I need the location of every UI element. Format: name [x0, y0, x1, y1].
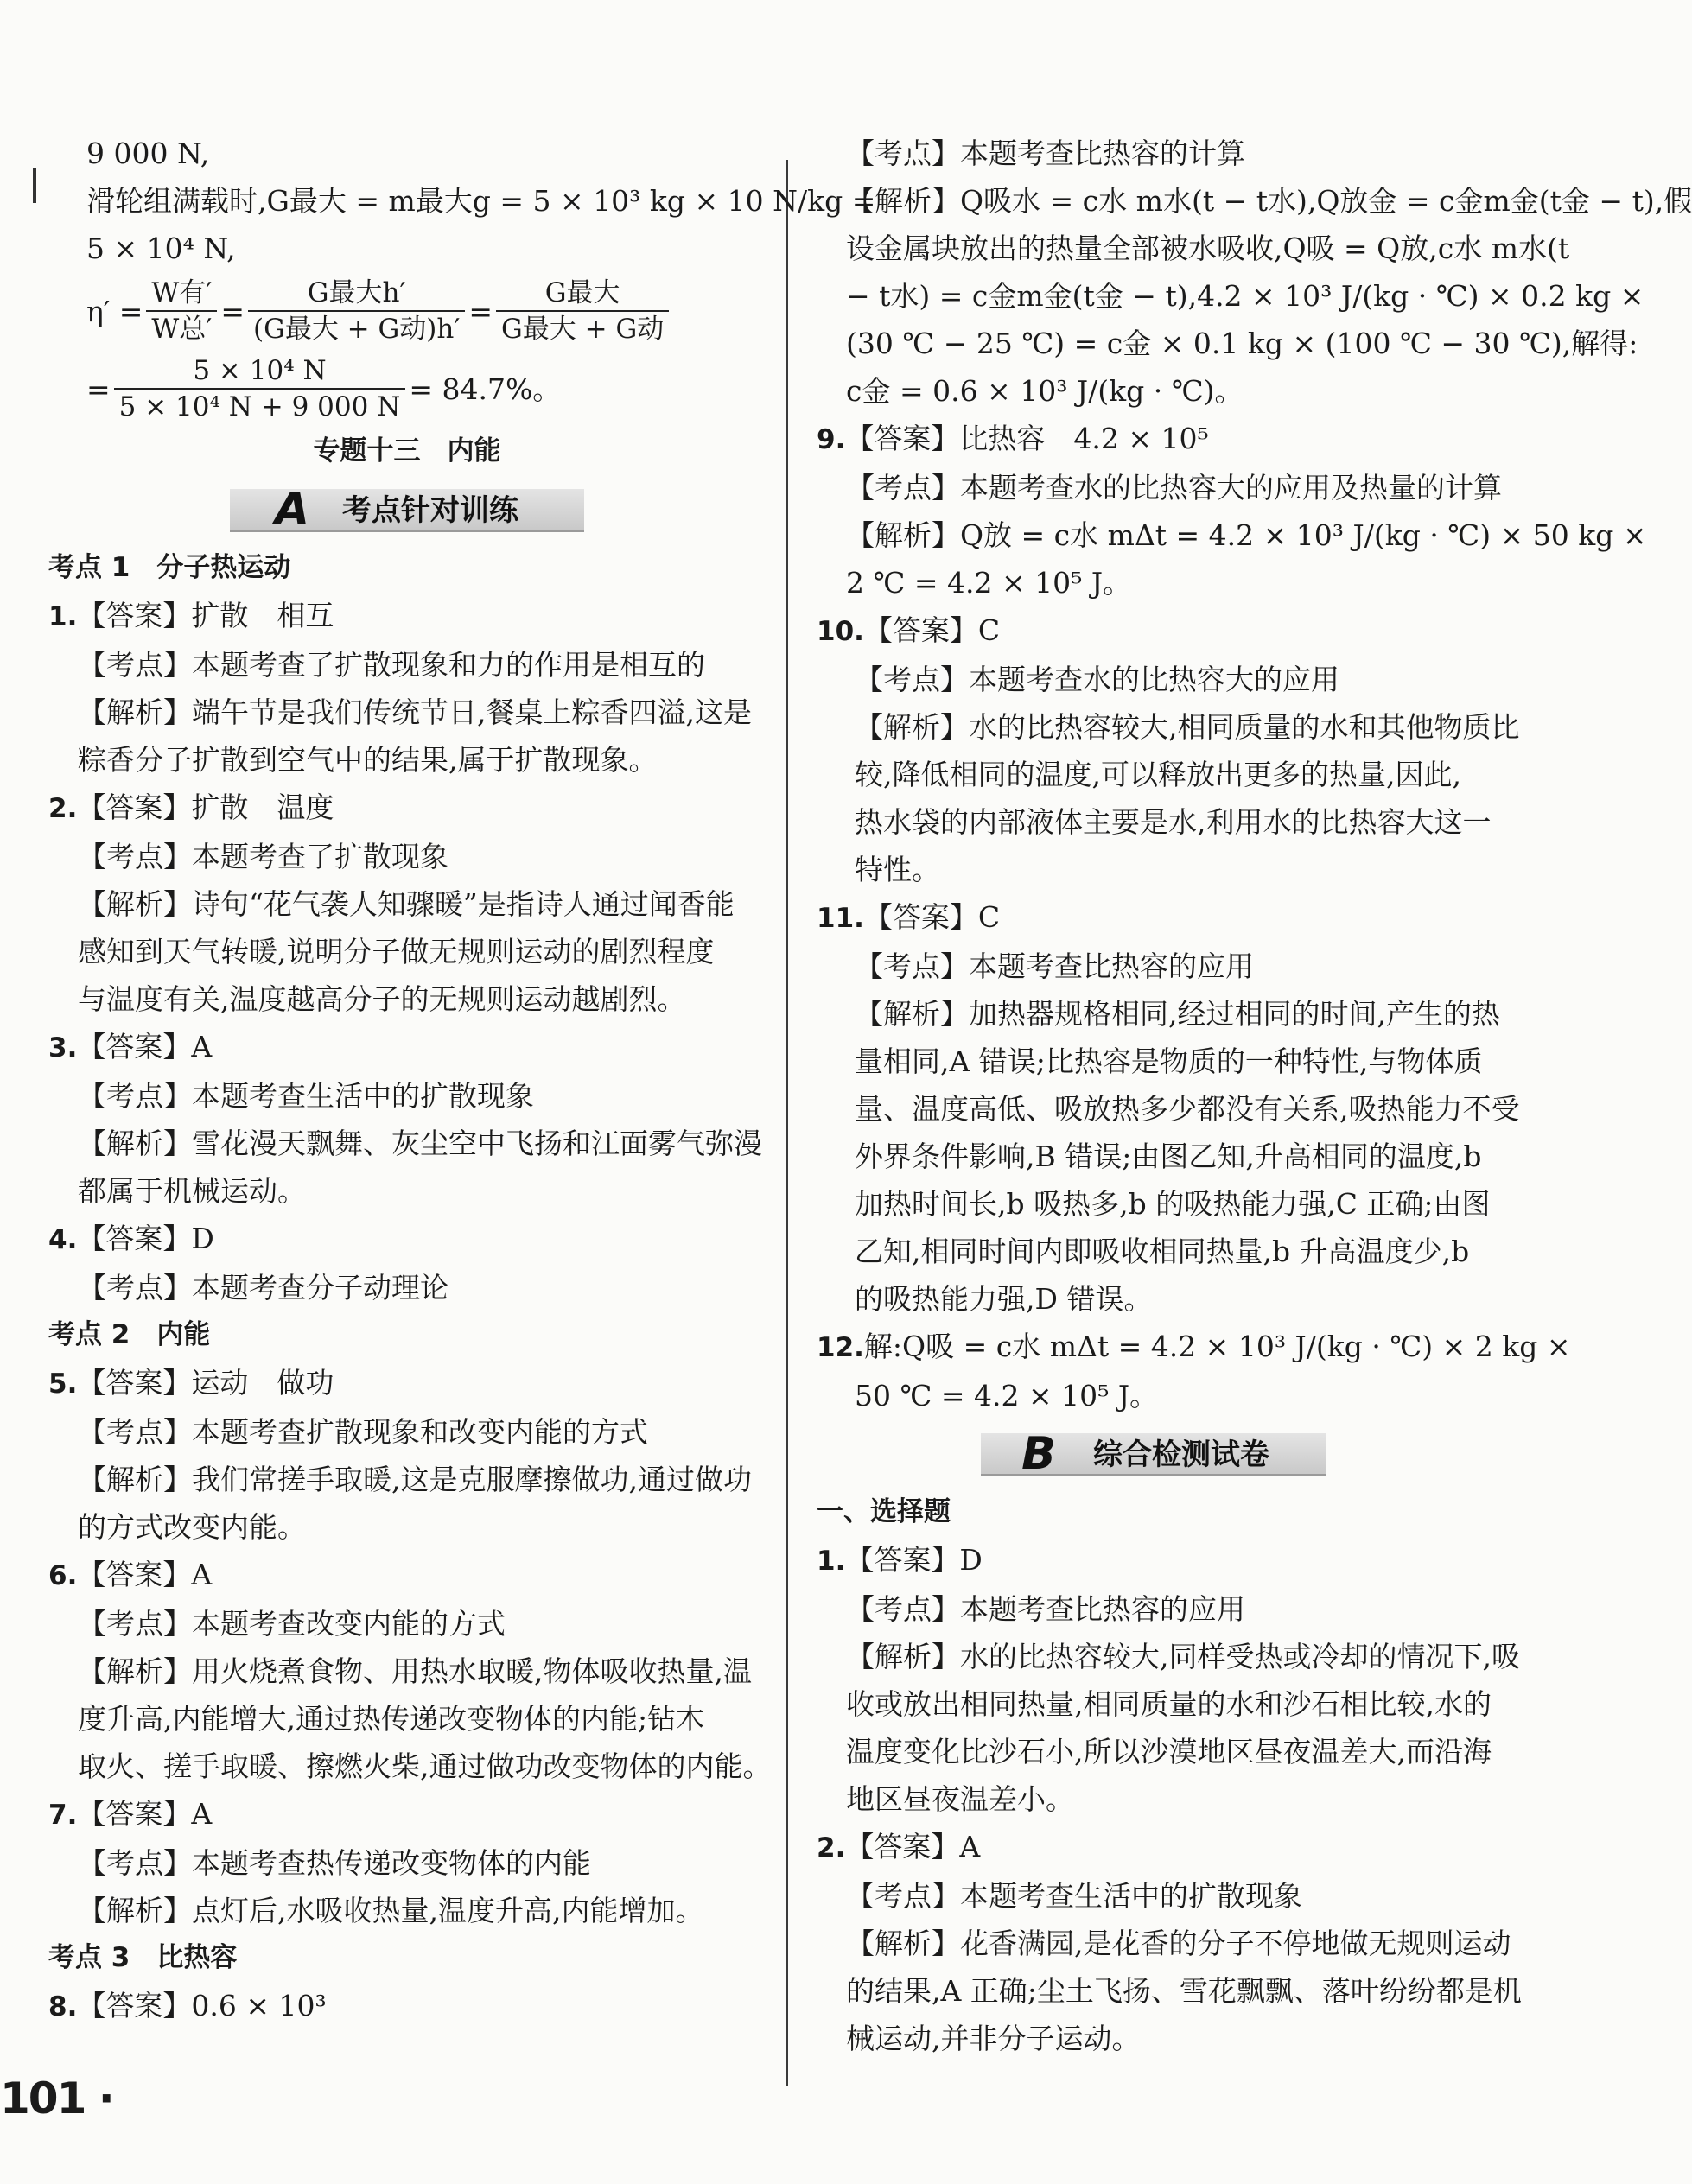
- denominator: W总′: [151, 314, 213, 345]
- text-line: 滑轮组满载时,G最大 = m最大g = 5 × 10³ kg × 10 N/kg =: [86, 184, 876, 218]
- numerator: G最大h′: [248, 276, 465, 312]
- analysis-line: (30 ℃ − 25 ℃) = c金 × 0.1 kg × (100 ℃ − 30 ℃),解得:: [846, 327, 1638, 360]
- knowledge-point: 【考点】本题考查扩散现象和改变内能的方式: [78, 1415, 648, 1449]
- analysis-line: 【解析】我们常搓手取暖,这是克服摩擦做功,通过做功: [78, 1463, 752, 1496]
- analysis-line: 与温度有关,温度越高分子的无规则运动越剧烈。: [78, 982, 686, 1016]
- answer: 【答案】D: [845, 1543, 983, 1577]
- fraction: [496, 276, 669, 346]
- analysis-line: 较,降低相同的温度,可以释放出更多的热量,因此,: [855, 758, 1461, 791]
- knowledge-point: 【考点】本题考查了扩散现象: [78, 840, 448, 873]
- knowledge-point: 【考点】本题考查水的比热容大的应用: [855, 663, 1339, 696]
- equals-sign: =: [220, 294, 245, 328]
- eq-rhs: = 84.7%。: [409, 371, 562, 406]
- answer: 【答案】A: [77, 1797, 213, 1831]
- section-heading: 一、选择题: [817, 1496, 951, 1527]
- analysis-line: 械运动,并非分子运动。: [846, 2022, 1141, 2055]
- topic-title: 专题十三 内能: [313, 435, 501, 467]
- answer: 【答案】C: [863, 900, 1001, 934]
- denominator: 5 × 10⁴ N + 9 000 N: [118, 391, 401, 422]
- solution-line: 50 ℃ = 4.2 × 10⁵ J。: [855, 1379, 1159, 1413]
- fraction: [114, 353, 406, 424]
- knowledge-point: 【考点】本题考查改变内能的方式: [78, 1607, 506, 1641]
- numerator: W有′: [146, 276, 217, 312]
- section-banner-b: [817, 1426, 1525, 1480]
- solution-line: 解:Q吸 = c水 mΔt = 4.2 × 10³ J/(kg · ℃) × 2 kg ×: [863, 1330, 1571, 1363]
- analysis-line: 都属于机械运动。: [78, 1174, 306, 1208]
- knowledge-point: 【考点】本题考查热传递改变物体的内能: [78, 1846, 591, 1880]
- analysis-line: 【解析】水的比热容较大,相同质量的水和其他物质比: [855, 710, 1520, 744]
- fraction: [248, 276, 465, 346]
- answer: 【答案】D: [77, 1222, 214, 1255]
- section-heading: 考点 1 分子热运动: [48, 552, 291, 583]
- analysis-line: 设金属块放出的热量全部被水吸收,Q吸 = Q放,c水 m水(t: [846, 232, 1570, 265]
- question-number: 1.: [817, 1546, 846, 1577]
- eq-lhs: η′ =: [86, 294, 143, 328]
- question-number: 11.: [817, 903, 864, 934]
- question-number: 3.: [48, 1032, 78, 1063]
- analysis-line: 地区昼夜温差小。: [846, 1782, 1074, 1816]
- analysis-line: − t水) = c金m金(t金 − t),4.2 × 10³ J/(kg · ℃) × 0.2 kg ×: [846, 279, 1644, 313]
- denominator: G最大 + G动: [501, 314, 665, 345]
- analysis-line: 【解析】水的比热容较大,同样受热或冷却的情况下,吸: [846, 1640, 1520, 1673]
- analysis-line: 【解析】用火烧煮食物、用热水取暖,物体吸收热量,温: [78, 1654, 752, 1688]
- analysis-line: 的吸热能力强,D 错误。: [855, 1282, 1153, 1316]
- analysis-line: 乙知,相同时间内即吸收相同热量,b 升高温度少,b: [855, 1235, 1470, 1268]
- banner-letter-icon: A: [274, 484, 310, 536]
- efficiency-equation: [48, 272, 766, 350]
- analysis-line: 外界条件影响,B 错误;由图乙知,升高相同的温度,b: [855, 1140, 1482, 1173]
- equals-sign: =: [468, 294, 493, 328]
- question-number: 1.: [48, 601, 78, 632]
- answer: 【答案】C: [863, 613, 1001, 647]
- question-number: 6.: [48, 1560, 78, 1591]
- knowledge-point: 【考点】本题考查生活中的扩散现象: [846, 1879, 1302, 1913]
- analysis-line: 的方式改变内能。: [78, 1510, 306, 1544]
- analysis-line: 的结果,A 正确;尘土飞扬、雪花飘飘、落叶纷纷都是机: [846, 1974, 1522, 2008]
- analysis-line: 特性。: [855, 853, 940, 886]
- efficiency-result: [48, 350, 766, 428]
- knowledge-point: 【考点】本题考查生活中的扩散现象: [78, 1079, 534, 1113]
- analysis-line: 收或放出相同热量,相同质量的水和沙石相比较,水的: [846, 1687, 1492, 1721]
- answer: 【答案】比热容 4.2 × 10⁵: [845, 422, 1209, 455]
- answer: 【答案】0.6 × 10³: [77, 1989, 327, 2022]
- analysis-line: 量、温度高低、吸放热多少都没有关系,吸热能力不受: [855, 1092, 1520, 1126]
- numerator: 5 × 10⁴ N: [114, 353, 406, 390]
- page-number-dot: ·: [98, 2073, 113, 2124]
- answer: 【答案】A: [77, 1558, 213, 1591]
- analysis-line: 【解析】诗句“花气袭人知骤暖”是指诗人通过闻香能: [78, 887, 735, 921]
- analysis-line: 加热时间长,b 吸热多,b 的吸热能力强,C 正确;由图: [855, 1187, 1491, 1221]
- answer: 【答案】扩散 温度: [77, 790, 334, 824]
- question-number: 4.: [48, 1224, 78, 1255]
- margin-mark: [33, 168, 36, 203]
- question-number: 5.: [48, 1368, 78, 1400]
- analysis-line: 温度变化比沙石小,所以沙漠地区昼夜温差大,而沿海: [846, 1735, 1492, 1768]
- question-number: 10.: [817, 616, 864, 647]
- analysis-line: c金 = 0.6 × 10³ J/(kg · ℃)。: [846, 374, 1244, 408]
- analysis-line: 【解析】花香满园,是花香的分子不停地做无规则运动: [846, 1927, 1511, 1960]
- question-number: 2.: [817, 1832, 846, 1863]
- section-heading: 考点 3 比热容: [48, 1942, 238, 1973]
- question-number: 9.: [817, 424, 846, 455]
- analysis-line: 感知到天气转暖,说明分子做无规则运动的剧烈程度: [78, 935, 715, 968]
- question-number: 2.: [48, 793, 78, 824]
- knowledge-point: 【考点】本题考查水的比热容大的应用及热量的计算: [846, 471, 1502, 505]
- page-number-value: 101: [0, 2073, 86, 2124]
- knowledge-point: 【考点】本题考查分子动理论: [78, 1271, 448, 1305]
- question-number: 7.: [48, 1800, 78, 1831]
- question-number: 12.: [817, 1332, 864, 1363]
- page-number: [0, 2073, 113, 2124]
- analysis-line: 【解析】加热器规格相同,经过相同的时间,产生的热: [855, 997, 1500, 1031]
- knowledge-point: 【考点】本题考查比热容的应用: [846, 1592, 1245, 1626]
- analysis-line: 取火、搓手取暖、擦燃火柴,通过做功改变物体的内能。: [78, 1749, 772, 1783]
- analysis-line: 量相同,A 错误;比热容是物质的一种特性,与物体质: [855, 1044, 1483, 1078]
- text-line: 9 000 N,: [86, 136, 210, 170]
- column-divider: [786, 160, 788, 2086]
- eq-lhs: =: [86, 371, 111, 406]
- banner-title: 考点针对训练: [230, 489, 584, 532]
- analysis-line: 【解析】Q放 = c水 mΔt = 4.2 × 10³ J/(kg · ℃) × 50 kg ×: [846, 518, 1647, 552]
- analysis-line: 【解析】点灯后,水吸收热量,温度升高,内能增加。: [78, 1894, 704, 1927]
- answer: 【答案】扩散 相互: [77, 599, 334, 632]
- right-column: [817, 130, 1692, 2062]
- analysis-line: 度升高,内能增大,通过热传递改变物体的内能;钻木: [78, 1702, 705, 1736]
- analysis-line: 粽香分子扩散到空气中的结果,属于扩散现象。: [78, 743, 658, 777]
- analysis-line: 2 ℃ = 4.2 × 10⁵ J。: [846, 566, 1132, 600]
- section-heading: 考点 2 内能: [48, 1319, 211, 1350]
- analysis-line: 热水袋的内部液体主要是水,利用水的比热容大这一: [855, 805, 1492, 839]
- answer: 【答案】运动 做功: [77, 1366, 334, 1400]
- knowledge-point: 【考点】本题考查比热容的计算: [846, 136, 1245, 170]
- banner-title: 综合检测试卷: [981, 1433, 1326, 1476]
- knowledge-point: 【考点】本题考查了扩散现象和力的作用是相互的: [78, 648, 705, 682]
- banner-letter-icon: B: [1021, 1428, 1056, 1480]
- analysis-line: 【解析】Q吸水 = c水 m水(t − t水),Q放金 = c金m金(t金 − t),假: [846, 184, 1692, 218]
- answer: 【答案】A: [77, 1030, 213, 1063]
- answer: 【答案】A: [845, 1830, 981, 1863]
- knowledge-point: 【考点】本题考查比热容的应用: [855, 949, 1254, 983]
- section-banner-a: [48, 482, 766, 536]
- fraction: [146, 276, 217, 346]
- analysis-line: 【解析】端午节是我们传统节日,餐桌上粽香四溢,这是: [78, 695, 752, 729]
- analysis-line: 【解析】雪花漫天飘舞、灰尘空中飞扬和江面雾气弥漫: [78, 1127, 762, 1160]
- text-line: 5 × 10⁴ N,: [86, 232, 236, 265]
- denominator: (G最大 + G动)h′: [252, 314, 461, 345]
- numerator: G最大: [496, 276, 669, 312]
- question-number: 8.: [48, 1991, 78, 2022]
